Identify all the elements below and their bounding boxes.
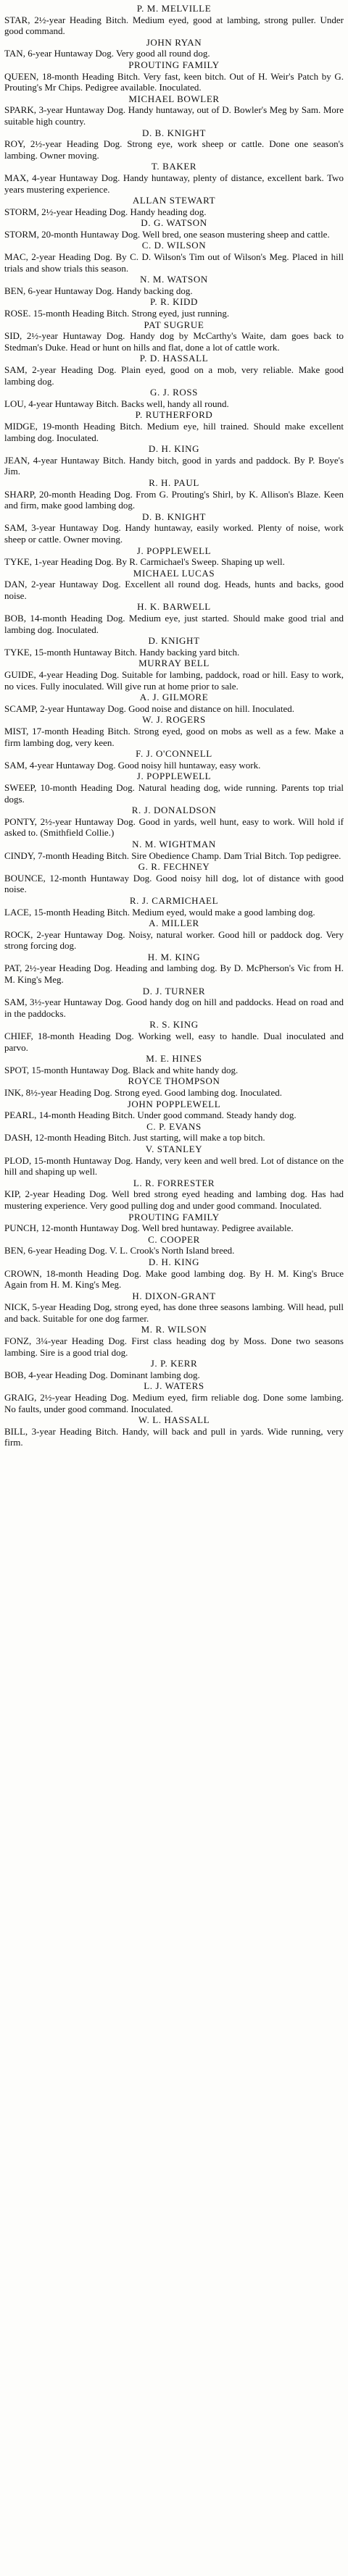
dog-name: GRAIG	[4, 1392, 35, 1404]
vendor-name: P. R. KIDD	[150, 296, 198, 308]
vendor-name: H. K. BARWELL	[137, 601, 211, 613]
dog-name: BEN	[4, 285, 23, 296]
dog-listing	[4, 161, 344, 195]
dog-listing	[4, 195, 344, 217]
dog-listing	[4, 568, 344, 602]
listing-text	[4, 172, 344, 195]
dog-listing	[4, 1075, 344, 1098]
dog-name: BOB	[4, 613, 24, 624]
dog-name: TYKE	[4, 646, 30, 658]
listing-text	[4, 613, 344, 635]
listing-text	[4, 907, 344, 918]
dog-description: , 4-year Huntaway Dog. Good noisy hill huntaway, easy work.	[25, 759, 261, 771]
vendor-name: MICHAEL LUCAS	[133, 567, 215, 579]
listing-text	[4, 1155, 344, 1178]
dog-name: SPARK	[4, 104, 34, 116]
dog-name: TYKE	[4, 556, 30, 568]
dog-listing	[4, 274, 344, 296]
dog-name: BILL	[4, 1425, 25, 1437]
dog-name: PEARL	[4, 1109, 35, 1121]
dog-name: SAM	[4, 759, 25, 771]
listing-text	[4, 962, 344, 985]
dog-description: , 15-month Huntaway Bitch. Handy backing yard bitch.	[29, 646, 240, 658]
listing-text	[4, 285, 344, 297]
vendor-name: J. POPPLEWELL	[136, 771, 212, 782]
dog-name: SWEEP	[4, 781, 35, 793]
vendor-name: R. J. DONALDSON	[131, 805, 217, 816]
dog-listing	[4, 895, 344, 918]
dog-name: JEAN	[4, 454, 28, 466]
vendor-name: JOHN RYAN	[146, 36, 202, 48]
dog-name: SAM	[4, 364, 25, 375]
vendor-name: M. R. WILSON	[141, 1324, 207, 1335]
vendor-name: D. KNIGHT	[148, 635, 200, 647]
dog-listing	[4, 771, 344, 805]
dog-description: , 3¼-year Heading Dog. First class heading dog by Moss. Done two seasons lambing. Sire is a good trial dog.	[4, 1335, 344, 1358]
dog-listing	[4, 93, 344, 127]
dog-listing	[4, 1324, 344, 1358]
dog-listing	[4, 1234, 344, 1256]
dog-listing	[4, 387, 344, 409]
vendor-name: C. D. WILSON	[141, 240, 207, 251]
dog-listing	[4, 748, 344, 771]
listing-text	[4, 364, 344, 387]
dog-description: . 15-month Heading Bitch. Strong eyed, just running.	[28, 308, 230, 319]
dog-name: TAN	[4, 48, 23, 59]
dog-listing	[4, 601, 344, 635]
dog-description: , 2½-year Heading Dog. Handy heading dog.	[36, 206, 207, 217]
dog-description: , 3-year Huntaway Dog. Handy huntaway, out of D. Bowler's Meg by Sam. More suitable high country.	[4, 104, 344, 127]
vendor-name: A. J. GILMORE	[139, 692, 209, 703]
listing-text	[4, 14, 344, 37]
dog-listing	[4, 986, 344, 1020]
listing-text	[4, 997, 344, 1019]
dog-listing	[4, 1380, 344, 1414]
dog-name: NICK	[4, 1301, 28, 1313]
listing-text	[4, 669, 344, 692]
listing-text	[4, 398, 344, 410]
listing-text	[4, 1087, 344, 1099]
vendor-name: R. H. PAUL	[149, 477, 199, 488]
dog-description: , 2-year Heading Dog. By C. D. Wilson's Tim out of Wilson's Meg. Placed in hill trials and show trials this season.	[4, 251, 344, 274]
listing-text	[4, 579, 344, 601]
dog-name: STORM	[4, 206, 37, 217]
dog-name: CHIEF	[4, 1031, 31, 1042]
dog-description: , 18-month Heading Bitch. Very fast, keen bitch. Out of H. Weir's Patch by G. Prouting's Mr Chips. Pedigree available. Inoculated.	[4, 70, 344, 93]
dog-description: , 10-month Heading Dog. Natural heading dog, wide running. Parents top trial dogs.	[4, 781, 344, 805]
dog-listing	[4, 545, 344, 568]
dog-listing	[4, 635, 344, 658]
dog-listing	[4, 1358, 344, 1380]
vendor-name: H. M. KING	[147, 951, 201, 962]
dog-listing	[4, 477, 344, 511]
dog-listing	[4, 1256, 344, 1291]
dog-description: , 3-year Heading Bitch. Handy, will back and pull in yards. Wide running, very firm.	[4, 1425, 344, 1448]
dog-listing	[4, 658, 344, 692]
dog-name: STORM	[4, 228, 37, 240]
dog-name: DASH	[4, 1132, 30, 1144]
dog-listing	[4, 918, 344, 952]
vendor-name: D. J. TURNER	[142, 985, 206, 997]
listing-text	[4, 421, 344, 443]
vendor-name: R. S. KING	[149, 1019, 199, 1031]
dog-listing	[4, 1291, 344, 1325]
listing-text	[4, 703, 344, 715]
listing-text	[4, 556, 344, 568]
dog-description: , 12-month Heading Bitch. Just starting, will make a top bitch.	[30, 1132, 265, 1144]
dog-description: , 1-year Heading Dog. By R. Carmichael's Sweep. Shaping up well.	[29, 556, 285, 568]
listing-text	[4, 522, 344, 545]
listing-text	[4, 760, 344, 771]
dog-name: BOB	[4, 1369, 24, 1380]
vendor-name: PROUTING FAMILY	[128, 1211, 220, 1222]
vendor-name: H. DIXON-GRANT	[132, 1290, 216, 1301]
dog-name: MAC	[4, 251, 26, 263]
vendor-name: D. B. KNIGHT	[141, 511, 207, 522]
listing-text	[4, 816, 344, 839]
dog-description: , 4-year Huntaway Bitch. Backs well, handy all round.	[23, 398, 229, 409]
dog-name: PAT	[4, 962, 20, 974]
dog-listing	[4, 353, 344, 387]
dog-description: , 2-year Heading Dog. Well bred strong eyed heading and lambing dog. Has had mustering experience. Very good pulling dog and under good command. Inoculated.	[4, 1188, 344, 1211]
dog-description: , 8½-year Heading Dog. Strong eyed. Good lambing dog. Inoculated.	[21, 1087, 283, 1098]
dog-listing	[4, 1019, 344, 1053]
vendor-name: J. P. KERR	[150, 1358, 198, 1369]
dog-description: , 2-year Heading Dog. Plain eyed, good on a mob, very reliable. Make good lambing dog.	[4, 364, 344, 387]
vendor-name: G. J. ROSS	[150, 387, 198, 398]
listing-text	[4, 929, 344, 952]
vendor-name: V. STANLEY	[145, 1143, 203, 1154]
vendor-name: PROUTING FAMILY	[128, 59, 220, 70]
listing-text	[4, 726, 344, 748]
listing-text	[4, 308, 344, 319]
dog-name: DAN	[4, 579, 25, 590]
dog-listing	[4, 240, 344, 274]
listing-text	[4, 1222, 344, 1234]
dog-description: , 15-month Heading Bitch. Medium eyed, would make a good lambing dog.	[28, 906, 315, 918]
vendor-name: D. G. WATSON	[141, 217, 207, 229]
vendor-name: G. R. FECHNEY	[138, 861, 210, 873]
dog-description: , 20-month Huntaway Dog. Well bred, one season mustering sheep and cattle.	[36, 228, 330, 240]
listing-text	[4, 1301, 344, 1324]
dog-description: , 6-year Heading Dog. V. L. Crook's North Island breed.	[23, 1245, 235, 1256]
dog-listing	[4, 37, 344, 59]
listing-text	[4, 1268, 344, 1291]
listing-text	[4, 1392, 344, 1414]
dog-description: , 15-month Huntaway Dog. Black and white handy dog.	[26, 1064, 239, 1075]
listing-text	[4, 251, 344, 274]
dog-description: , 3-year Huntaway Dog. Handy huntaway, easily worked. Plenty of noise, work sheep or cattle. Owner moving.	[4, 522, 344, 545]
dog-description: , 6-year Huntaway Dog. Very good all round dog.	[22, 48, 210, 59]
listing-text	[4, 1369, 344, 1381]
dog-description: , 12-month Huntaway Dog. Well bred huntaway. Pedigree available.	[36, 1222, 294, 1234]
dog-listing	[4, 1178, 344, 1212]
vendor-name: P. M. MELVILLE	[136, 3, 212, 14]
dog-name: SPOT	[4, 1064, 27, 1075]
listing-text	[4, 104, 344, 127]
vendor-name: F. J. O'CONNELL	[136, 748, 212, 760]
listing-text	[4, 1065, 344, 1076]
dog-listing	[4, 59, 344, 93]
vendor-name: A. MILLER	[149, 918, 199, 929]
vendor-name: J. POPPLEWELL	[136, 545, 212, 556]
dog-description: , 2½-year Heading Bitch. Medium eyed, good at lambing, strong puller. Under good command.	[4, 14, 344, 37]
listing-text	[4, 489, 344, 511]
dog-listing	[4, 1053, 344, 1075]
dog-description: , 2½-year Huntaway Dog. Good in yards, well hunt, easy to work. Will hold if asked to. (Smithfield Collie.)	[4, 815, 344, 839]
dog-description: , 2-year Huntaway Dog. Noisy, natural worker. Good hill or paddock dog. Very strong forcing dog.	[4, 928, 344, 952]
vendor-name: JOHN POPPLEWELL	[127, 1098, 221, 1109]
listing-text	[4, 850, 344, 862]
dog-description: , 18-month Heading Dog. Working well, easy to handle. Dual inoculated and parvo.	[4, 1031, 344, 1053]
vendor-name: MICHAEL BOWLER	[128, 93, 220, 104]
dog-name: ROCK	[4, 928, 31, 940]
vendor-name: PAT SUGRUE	[144, 319, 204, 330]
dog-name: BOUNCE	[4, 872, 44, 884]
dog-description: , 4-year Huntaway Bitch. Handy bitch, good in yards and paddock. By P. Boye's Jim.	[4, 454, 344, 477]
dog-name: KIP	[4, 1188, 19, 1200]
listing-text	[4, 1109, 344, 1121]
vendor-name: D. H. KING	[148, 443, 200, 455]
listing-text	[4, 138, 344, 161]
dog-description: , 2-year Huntaway Dog. Excellent all round dog. Heads, hunts and backs, good noise.	[4, 579, 344, 601]
dog-description: , 18-month Heading Dog. Make good lambing dog. By H. M. King's Bruce Again from H. M. King's Meg.	[4, 1267, 344, 1291]
vendor-name: C. P. EVANS	[146, 1120, 202, 1132]
dog-listing	[4, 1121, 344, 1144]
dog-listing	[4, 3, 344, 37]
dog-name: FONZ	[4, 1335, 29, 1347]
dog-name: CROWN	[4, 1267, 40, 1279]
dog-name: SCAMP	[4, 702, 36, 714]
dog-description: , 2-year Huntaway Dog. Good noise and distance on hill. Inoculated.	[35, 702, 295, 714]
dog-name: LOU	[4, 398, 24, 409]
dog-name: SHARP	[4, 488, 34, 500]
listing-text	[4, 455, 344, 477]
vendor-name: ALLAN STEWART	[132, 195, 216, 206]
dog-listing	[4, 127, 344, 161]
listing-text	[4, 206, 344, 218]
listing-text	[4, 1426, 344, 1448]
listing-text	[4, 1335, 344, 1358]
dog-name: ROSE	[4, 308, 29, 319]
dog-description: , 14-month Heading Bitch. Under good command. Steady handy dog.	[34, 1109, 297, 1121]
vendor-name: D. B. KNIGHT	[141, 127, 207, 138]
dog-description: , 6-year Huntaway Dog. Handy backing dog.	[23, 285, 193, 296]
listing-text	[4, 1245, 344, 1256]
listing-text	[4, 71, 344, 93]
dog-name: CINDY	[4, 849, 33, 861]
dog-description: , 4-year Heading Dog. Dominant lambing dog.	[23, 1369, 200, 1380]
vendor-name: R. J. CARMICHAEL	[129, 894, 219, 906]
dog-listing	[4, 511, 344, 545]
dog-name: LACE	[4, 906, 29, 918]
dog-listing	[4, 319, 344, 353]
dog-name: ROY	[4, 138, 23, 150]
dog-listing	[4, 1099, 344, 1121]
vendor-name: W. L. HASSALL	[138, 1414, 210, 1426]
dog-listing	[4, 861, 344, 895]
dog-listing	[4, 409, 344, 443]
dog-name: PONTY	[4, 815, 35, 827]
dog-description: , 17-month Heading Bitch. Strong eyed, good on mobs as well as a few. Make a firm lambing dog, very keen.	[4, 726, 344, 748]
vendor-name: T. BAKER	[151, 161, 197, 172]
vendor-name: L. R. FORRESTER	[133, 1177, 215, 1188]
dog-name: GUIDE	[4, 669, 34, 681]
vendor-name: P. RUTHERFORD	[135, 409, 213, 421]
dog-listing	[4, 805, 344, 839]
dog-description: , 7-month Heading Bitch. Sire Obedience Champ. Dam Trial Bitch. Top pedigree.	[33, 849, 341, 861]
dog-listing	[4, 1414, 344, 1448]
vendor-name: ROYCE THOMPSON	[128, 1075, 220, 1087]
dog-description: , 2½-year Heading Dog. Strong eye, work sheep or cattle. Done one season's lambing. Owner moving.	[4, 138, 344, 161]
dog-description: , 3½-year Huntaway Dog. Good handy dog on hill and paddocks. Head on road and in the paddocks.	[4, 997, 344, 1019]
dog-description: , 4-year Huntaway Dog. Handy huntaway, plenty of distance, excellent bark. Two years mustering experience.	[4, 172, 344, 195]
dog-description: , 12-month Huntaway Dog. Good noisy hill dog, lot of distance with good noise.	[4, 872, 344, 895]
dog-description: , 20-month Heading Dog. From G. Prouting's Shirl, by K. Allison's Blaze. Keen and firm, make good lambing dog.	[4, 488, 344, 511]
dog-listing	[4, 952, 344, 986]
dog-name: MIDGE	[4, 420, 36, 432]
dog-name: BEN	[4, 1245, 23, 1256]
dog-listing	[4, 714, 344, 748]
dog-description: , 2½-year Heading Dog. Medium eyed, firm reliable dog. Done some lambing. No faults, under good command. Inoculated.	[4, 1392, 344, 1414]
dog-listing	[4, 1144, 344, 1178]
vendor-name: N. M. WIGHTMAN	[132, 838, 216, 849]
vendor-name: N. M. WATSON	[140, 274, 208, 285]
dog-listing	[4, 296, 344, 319]
dog-listing	[4, 839, 344, 861]
dog-name: PLOD	[4, 1154, 29, 1166]
vendor-name: P. D. HASSALL	[139, 353, 209, 364]
dog-name: STAR	[4, 14, 28, 25]
dog-name: PUNCH	[4, 1222, 37, 1234]
dog-description: , 19-month Heading Bitch. Medium eye, hill trained. Should make excellent lambing dog. Inoculated.	[4, 420, 344, 443]
dog-description: , 2½-year Heading Dog. Heading and lambing dog. By D. McPherson's Vic from H. M. King's Meg.	[4, 962, 344, 986]
listing-text	[4, 330, 344, 353]
dog-listing	[4, 443, 344, 477]
listing-text	[4, 1031, 344, 1053]
listing-text	[4, 647, 344, 658]
vendor-name: MURRAY BELL	[138, 658, 210, 669]
listing-text	[4, 782, 344, 805]
listing-text	[4, 1132, 344, 1144]
dog-name: SAM	[4, 522, 25, 534]
dog-listing	[4, 1212, 344, 1234]
vendor-name: C. COOPER	[148, 1233, 200, 1245]
dog-listing	[4, 692, 344, 714]
dog-description: , 4-year Heading Dog. Suitable for lambing, paddock, road or hill. Easy to work, no vices. Fully inoculated. Will give run at home prior to sale.	[4, 669, 344, 692]
dog-description: , 2½-year Huntaway Dog. Handy dog by McCarthy's Waite, dam goes back to Stedman's Duke. Head or hunt on hills and flat, done a lot of cattle work.	[4, 330, 344, 353]
dog-name: QUEEN	[4, 70, 37, 82]
dog-name: SAM	[4, 997, 25, 1008]
dog-name: INK	[4, 1087, 22, 1098]
vendor-name: D. H. KING	[148, 1256, 200, 1267]
dog-description: , 15-month Huntaway Dog. Handy, very keen and well bred. Lot of distance on the hill and shaping up well.	[4, 1154, 344, 1178]
listing-text	[4, 229, 344, 240]
listing-text	[4, 48, 344, 59]
dog-name: MIST	[4, 726, 27, 737]
dog-description: , 5-year Heading Dog, strong eyed, has done three seasons lambing. Will head, pull and back. Suitable for one dog farmer.	[4, 1301, 344, 1324]
dog-description: , 14-month Heading Dog. Medium eye, just started. Should make good trial and lambing dog. Inoculated.	[4, 613, 344, 635]
dog-name: SID	[4, 330, 20, 342]
vendor-name: M. E. HINES	[146, 1053, 202, 1065]
dog-name: MAX	[4, 172, 27, 183]
listing-text	[4, 873, 344, 895]
vendor-name: W. J. ROGERS	[142, 714, 206, 726]
dog-listing	[4, 217, 344, 240]
vendor-name: L. J. WATERS	[144, 1380, 204, 1392]
listing-text	[4, 1188, 344, 1211]
